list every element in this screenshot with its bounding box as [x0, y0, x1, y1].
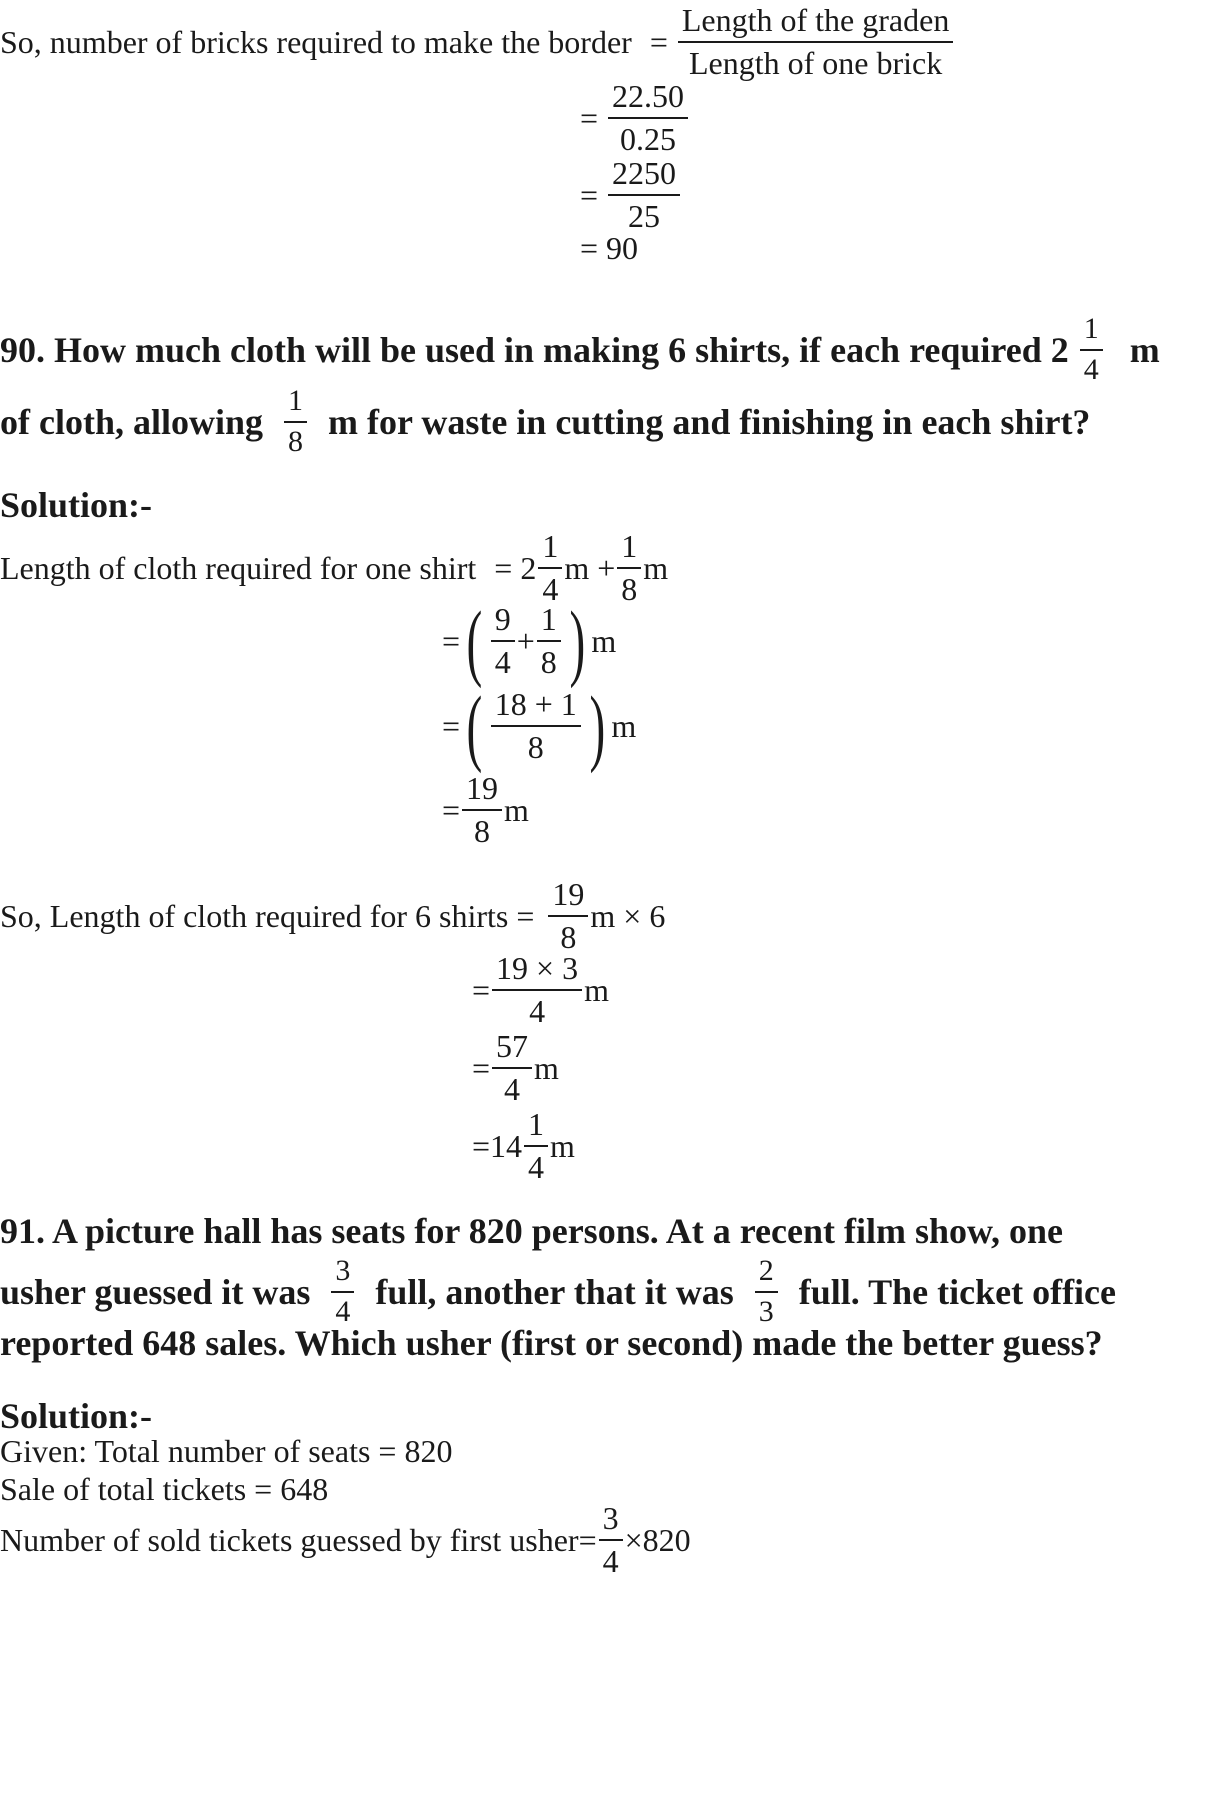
solution-heading: Solution:- [0, 485, 153, 525]
fraction-numerator: 9 [491, 601, 515, 642]
fraction [608, 155, 680, 235]
one-shirt-step-2 [442, 593, 617, 689]
equals-sign: = [472, 1049, 491, 1086]
fraction-denominator: 4 [504, 1070, 521, 1107]
operator: m + [564, 549, 616, 586]
fraction-denominator: 0.25 [620, 120, 677, 157]
unit: m [584, 971, 609, 1008]
bricks-formula [0, 2, 955, 82]
question-text: m for waste in cutting and finishing in each shirt? [328, 401, 1091, 442]
fraction [617, 528, 641, 608]
six-shirts-result [472, 1106, 575, 1186]
fraction-numerator: Length of the graden [678, 2, 953, 43]
unit: m [1129, 329, 1160, 370]
whole-number: =14 [472, 1127, 523, 1164]
mixed-fraction [1080, 312, 1103, 387]
six-shirts-step-3 [472, 1028, 559, 1108]
fraction [608, 78, 688, 158]
fraction-numerator: 57 [492, 1028, 532, 1069]
waste-fraction [284, 384, 307, 459]
given-seats: Given: Total number of seats = 820 [0, 1433, 453, 1469]
fraction-numerator: 19 × 3 [492, 950, 582, 991]
bricks-lead: So, number of bricks required to make the border [0, 23, 632, 60]
question-91-line-3: reported 648 sales. Which usher (first or second) made the better guess? [0, 1323, 1103, 1363]
fraction-denominator: 8 [474, 812, 491, 849]
label: So, Length of cloth required for 6 shirts = [0, 897, 535, 934]
unit: m [591, 623, 617, 659]
bricks-result: = 90 [580, 230, 639, 266]
question-text: 90. How much cloth will be used in making 6 shirts, if each required 2 [0, 329, 1069, 370]
right-paren: ) [589, 678, 605, 774]
fraction-denominator: 4 [529, 992, 546, 1029]
equals-sign: = [580, 176, 599, 213]
fraction [599, 1500, 623, 1580]
unit: m [643, 549, 669, 586]
fraction-denominator: 4 [335, 1294, 351, 1328]
fraction-denominator: 4 [528, 1148, 545, 1185]
one-shirt-result [442, 770, 529, 850]
question-text: of cloth, allowing [0, 401, 264, 442]
equals-sign: = [442, 623, 461, 659]
first-usher-equation [0, 1500, 691, 1580]
fraction-numerator: 2250 [608, 155, 680, 196]
equals-sign: = [580, 99, 599, 136]
fraction-denominator: 8 [288, 424, 304, 458]
operator: + [516, 623, 535, 659]
bricks-fraction [678, 2, 953, 82]
fraction-denominator: 3 [758, 1294, 774, 1328]
fraction-numerator: 19 [462, 770, 502, 811]
fraction-numerator: 1 [524, 1106, 548, 1147]
question-91-line-1: 91. A picture hall has seats for 820 persons. At a recent film show, one [0, 1211, 1064, 1251]
question-90-line-1 [0, 312, 1160, 387]
left-paren: ( [466, 678, 483, 774]
six-shirts-equation [0, 876, 665, 956]
question-90-line-2 [0, 384, 1090, 459]
solution-heading: Solution:- [0, 1396, 153, 1436]
fraction [492, 950, 582, 1030]
left-paren: ( [466, 593, 483, 689]
fraction-numerator: 19 [548, 876, 588, 917]
equals-sign: = [472, 971, 491, 1008]
fraction-denominator: 4 [542, 570, 559, 607]
tickets-sold: Sale of total tickets = 648 [0, 1471, 329, 1507]
equals-sign: = 2 [494, 549, 537, 586]
equals-sign: = [442, 791, 461, 828]
fraction-numerator: 18 + 1 [491, 686, 581, 727]
fraction [548, 876, 588, 956]
question-text: full. The ticket office [798, 1271, 1117, 1312]
equals-sign: = [442, 708, 461, 744]
one-shirt-equation [0, 528, 668, 608]
question-text: full, another that it was [375, 1271, 734, 1312]
fraction-numerator: 3 [599, 1500, 623, 1541]
unit: m [504, 791, 529, 828]
fraction-numerator: 1 [537, 601, 561, 642]
fraction-denominator: 8 [540, 644, 557, 680]
equals-sign: = [649, 23, 668, 60]
label: Number of sold tickets guessed by first usher= [0, 1521, 597, 1558]
label: Length of cloth required for one shirt [0, 549, 477, 586]
fraction-numerator: 1 [1080, 312, 1103, 351]
fraction [491, 686, 581, 766]
fraction-numerator: 1 [284, 384, 307, 423]
fraction-denominator: Length of one brick [688, 44, 943, 81]
fraction-numerator: 3 [331, 1254, 354, 1293]
fraction-denominator: 8 [560, 918, 577, 955]
unit: m [611, 708, 637, 744]
fraction [538, 528, 562, 608]
fraction-denominator: 4 [602, 1542, 619, 1579]
right-paren: ) [569, 593, 585, 689]
fraction-denominator: 4 [494, 644, 511, 680]
unit: m [550, 1127, 575, 1164]
fraction-denominator: 25 [628, 197, 661, 234]
fraction-denominator: 8 [527, 729, 544, 765]
bricks-step-2 [580, 78, 690, 158]
fraction [537, 601, 561, 681]
fraction-denominator: 4 [1083, 352, 1099, 386]
fraction-numerator: 1 [617, 528, 641, 569]
fraction-numerator: 22.50 [608, 78, 688, 119]
fraction [491, 601, 515, 681]
unit: m [534, 1049, 559, 1086]
multiplier: ×820 [624, 1521, 691, 1558]
second-guess-fraction [755, 1254, 778, 1329]
bricks-step-3 [580, 155, 682, 235]
fraction [524, 1106, 548, 1186]
fraction [462, 770, 502, 850]
question-91-line-2 [0, 1254, 1116, 1329]
multiplier: m × 6 [590, 897, 666, 934]
six-shirts-step-2 [472, 950, 609, 1030]
fraction-denominator: 8 [621, 570, 638, 607]
one-shirt-step-3 [442, 678, 637, 774]
fraction-numerator: 1 [538, 528, 562, 569]
fraction-numerator: 2 [755, 1254, 778, 1293]
first-guess-fraction [331, 1254, 354, 1329]
question-text: usher guessed it was [0, 1271, 311, 1312]
fraction [492, 1028, 532, 1108]
